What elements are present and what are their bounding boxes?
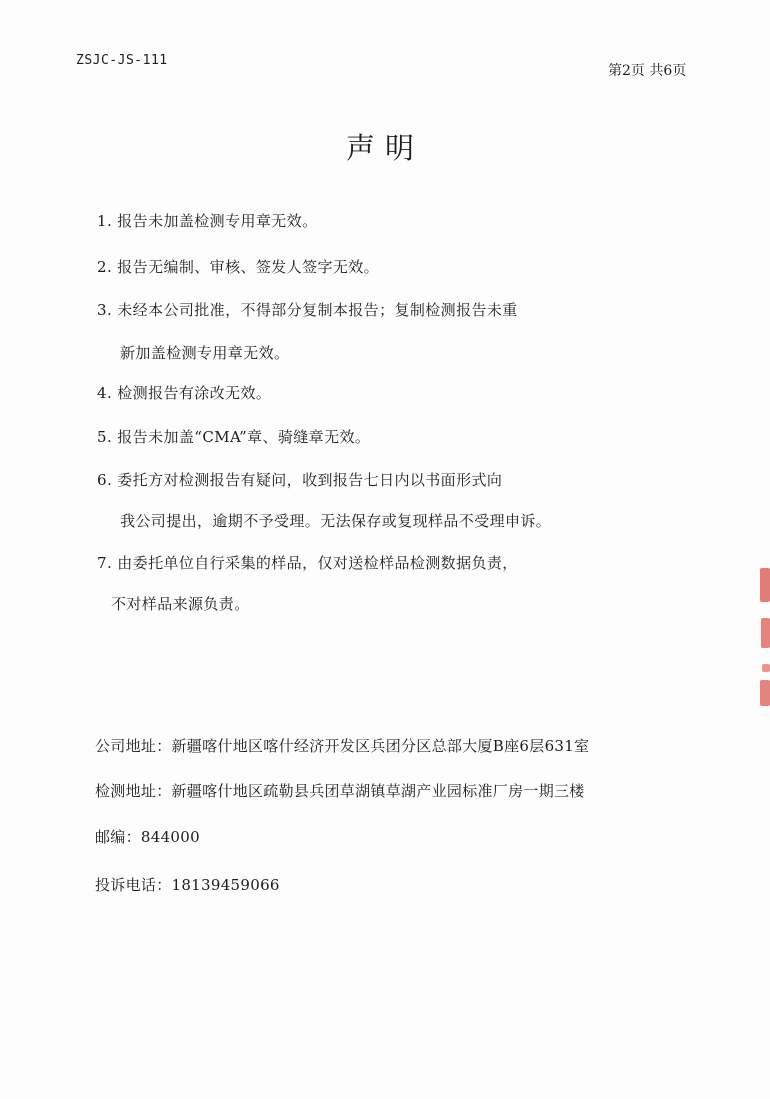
company-address: 公司地址：新疆喀什地区喀什经济开发区兵团分区总部大厦B座6层631室 bbox=[95, 737, 590, 755]
seal-stamp-fragment bbox=[758, 560, 770, 720]
clause-5: 5. 报告未加盖“CMA”章、骑缝章无效。 bbox=[97, 428, 371, 446]
postcode: 邮编：844000 bbox=[95, 828, 200, 846]
clause-7: 7. 由委托单位自行采集的样品，仅对送检样品检测数据负责， bbox=[97, 554, 518, 572]
clause-3-continued: 新加盖检测专用章无效。 bbox=[120, 344, 290, 362]
document-code: ZSJC-JS-111 bbox=[76, 53, 168, 68]
clause-4: 4. 检测报告有涂改无效。 bbox=[97, 384, 272, 402]
complaint-phone: 投诉电话：18139459066 bbox=[95, 876, 280, 894]
page-title: 声明 bbox=[345, 131, 424, 165]
test-address: 检测地址：新疆喀什地区疏勒县兵团草湖镇草湖产业园标准厂房一期三楼 bbox=[95, 782, 585, 800]
clause-7-continued: 不对样品来源负责。 bbox=[111, 595, 250, 613]
clause-3: 3. 未经本公司批准，不得部分复制本报告；复制检测报告未重 bbox=[97, 301, 518, 319]
clause-6: 6. 委托方对检测报告有疑问，收到报告七日内以书面形式向 bbox=[97, 471, 503, 489]
page-number: 第2页 共6页 bbox=[608, 63, 687, 79]
clause-1: 1. 报告未加盖检测专用章无效。 bbox=[97, 212, 318, 230]
clause-6-continued: 我公司提出，逾期不予受理。无法保存或复现样品不受理申诉。 bbox=[120, 512, 552, 530]
clause-2: 2. 报告无编制、审核、签发人签字无效。 bbox=[97, 258, 380, 276]
